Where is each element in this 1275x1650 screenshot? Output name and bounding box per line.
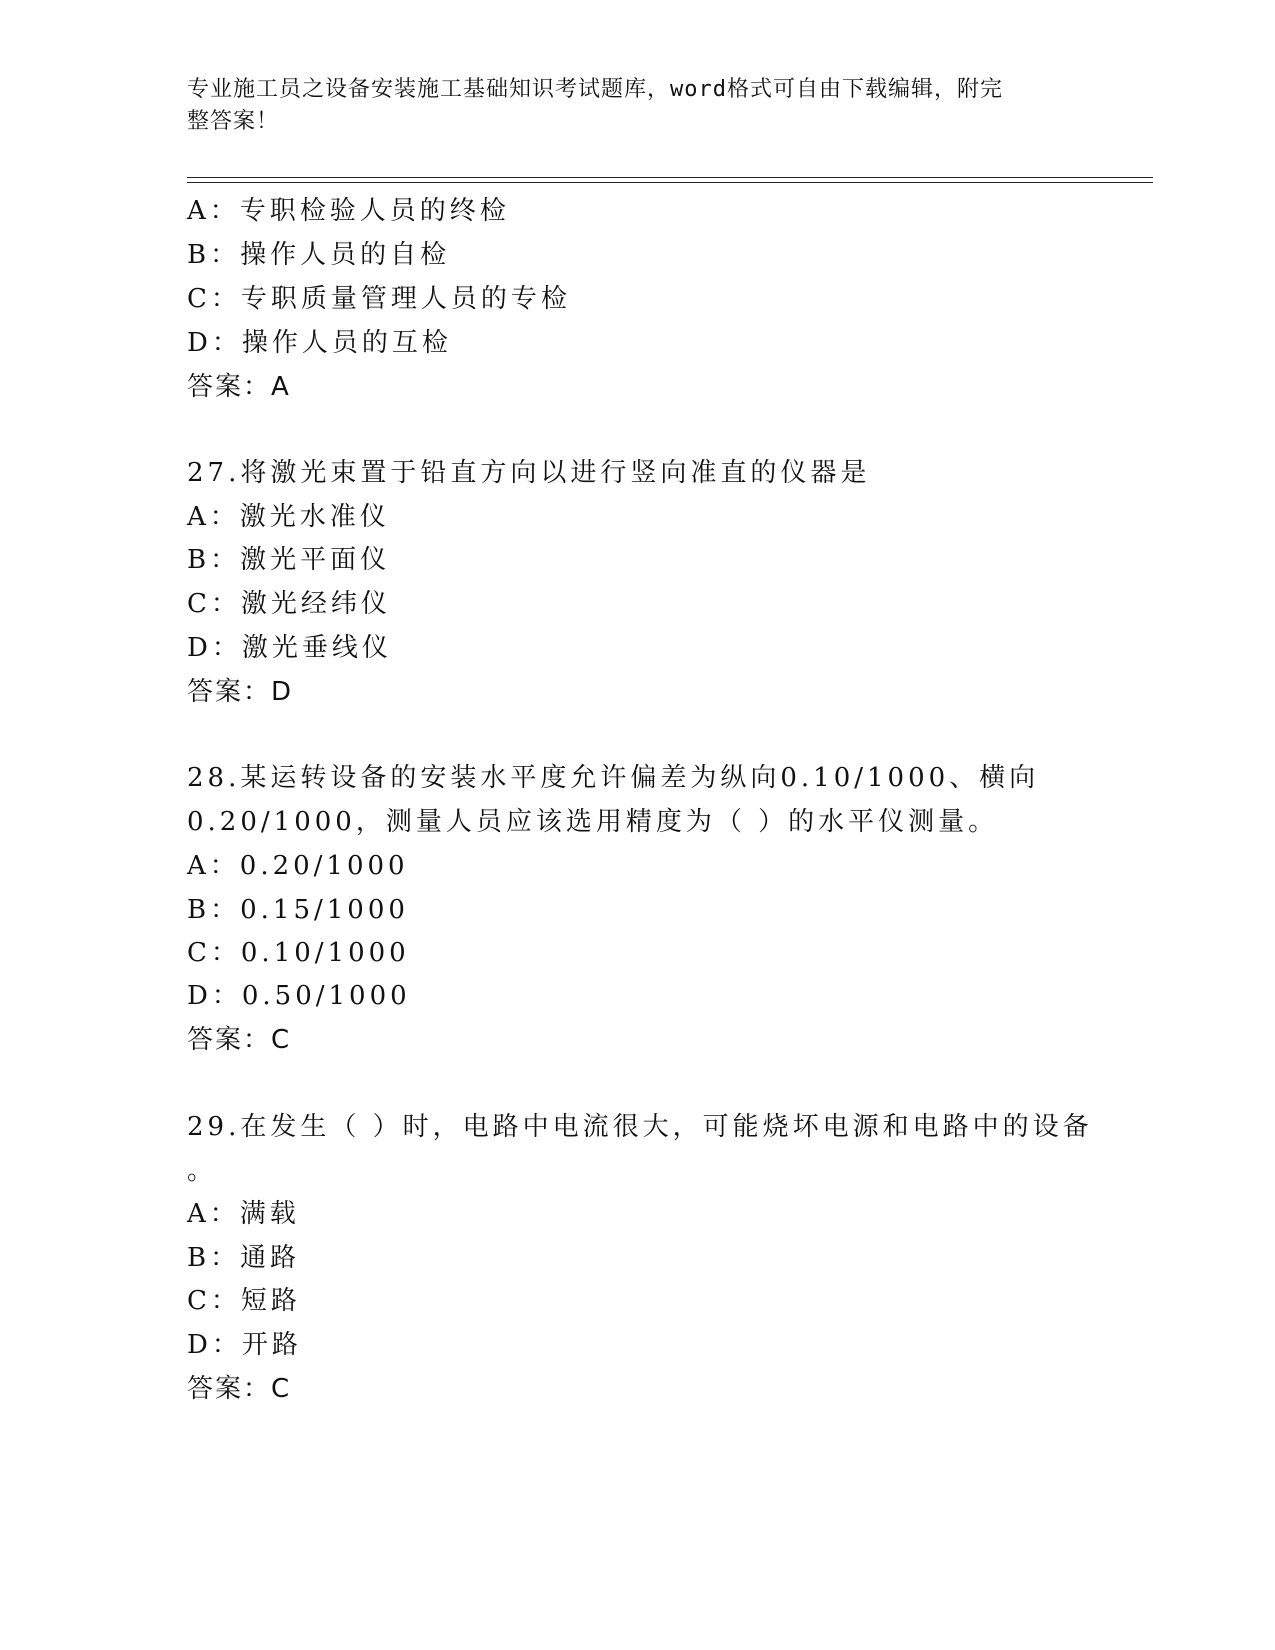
q27-option-c: C：激光经纬仪 [187, 589, 391, 619]
q27-option-d: D：激光垂线仪 [187, 633, 392, 663]
q28-option-a: A：0.20/1000 [187, 851, 409, 881]
document-header [187, 74, 1067, 138]
q28-stem-line-1: 28.某运转设备的安装水平度允许偏差为纵向0.10/1000、横向 [187, 763, 1040, 793]
header-divider-bottom [187, 182, 1153, 183]
header-line-2: 整答案！ [187, 109, 280, 134]
q29-option-d: D：开路 [187, 1330, 302, 1360]
q26-option-b: B：操作人员的自检 [187, 240, 451, 270]
header-divider-top [187, 177, 1153, 178]
q28-option-b: B：0.15/1000 [187, 895, 409, 925]
q26-option-a: A：专职检验人员的终检 [187, 196, 510, 226]
q29-stem-line-2: 。 [187, 1156, 218, 1186]
q27-option-a: A：激光水准仪 [187, 502, 390, 532]
q27-stem: 27.将激光束置于铅直方向以进行竖向准直的仪器是 [187, 458, 871, 488]
q29-option-a: A：满载 [187, 1199, 300, 1229]
q26-option-d: D：操作人员的互检 [187, 328, 452, 358]
q28-answer: 答案：C [187, 1025, 292, 1055]
q28-option-d: D：0.50/1000 [187, 981, 411, 1011]
q28-stem-line-2: 0.20/1000，测量人员应该选用精度为（ ）的水平仪测量。 [187, 807, 999, 837]
q27-answer: 答案：D [187, 677, 294, 707]
q29-answer: 答案：C [187, 1374, 292, 1404]
q28-option-c: C：0.10/1000 [187, 938, 410, 968]
q26-answer: 答案：A [187, 372, 291, 402]
header-line-1: 专业施工员之设备安装施工基础知识考试题库，word格式可自由下载编辑，附完 [187, 77, 1003, 102]
q26-option-c: C：专职质量管理人员的专检 [187, 284, 571, 314]
q29-option-c: C：短路 [187, 1286, 301, 1316]
q29-option-b: B：通路 [187, 1243, 301, 1273]
q29-stem-line-1: 29.在发生（ ）时，电路中电流很大，可能烧坏电源和电路中的设备 [187, 1112, 1093, 1142]
q27-option-b: B：激光平面仪 [187, 545, 391, 575]
